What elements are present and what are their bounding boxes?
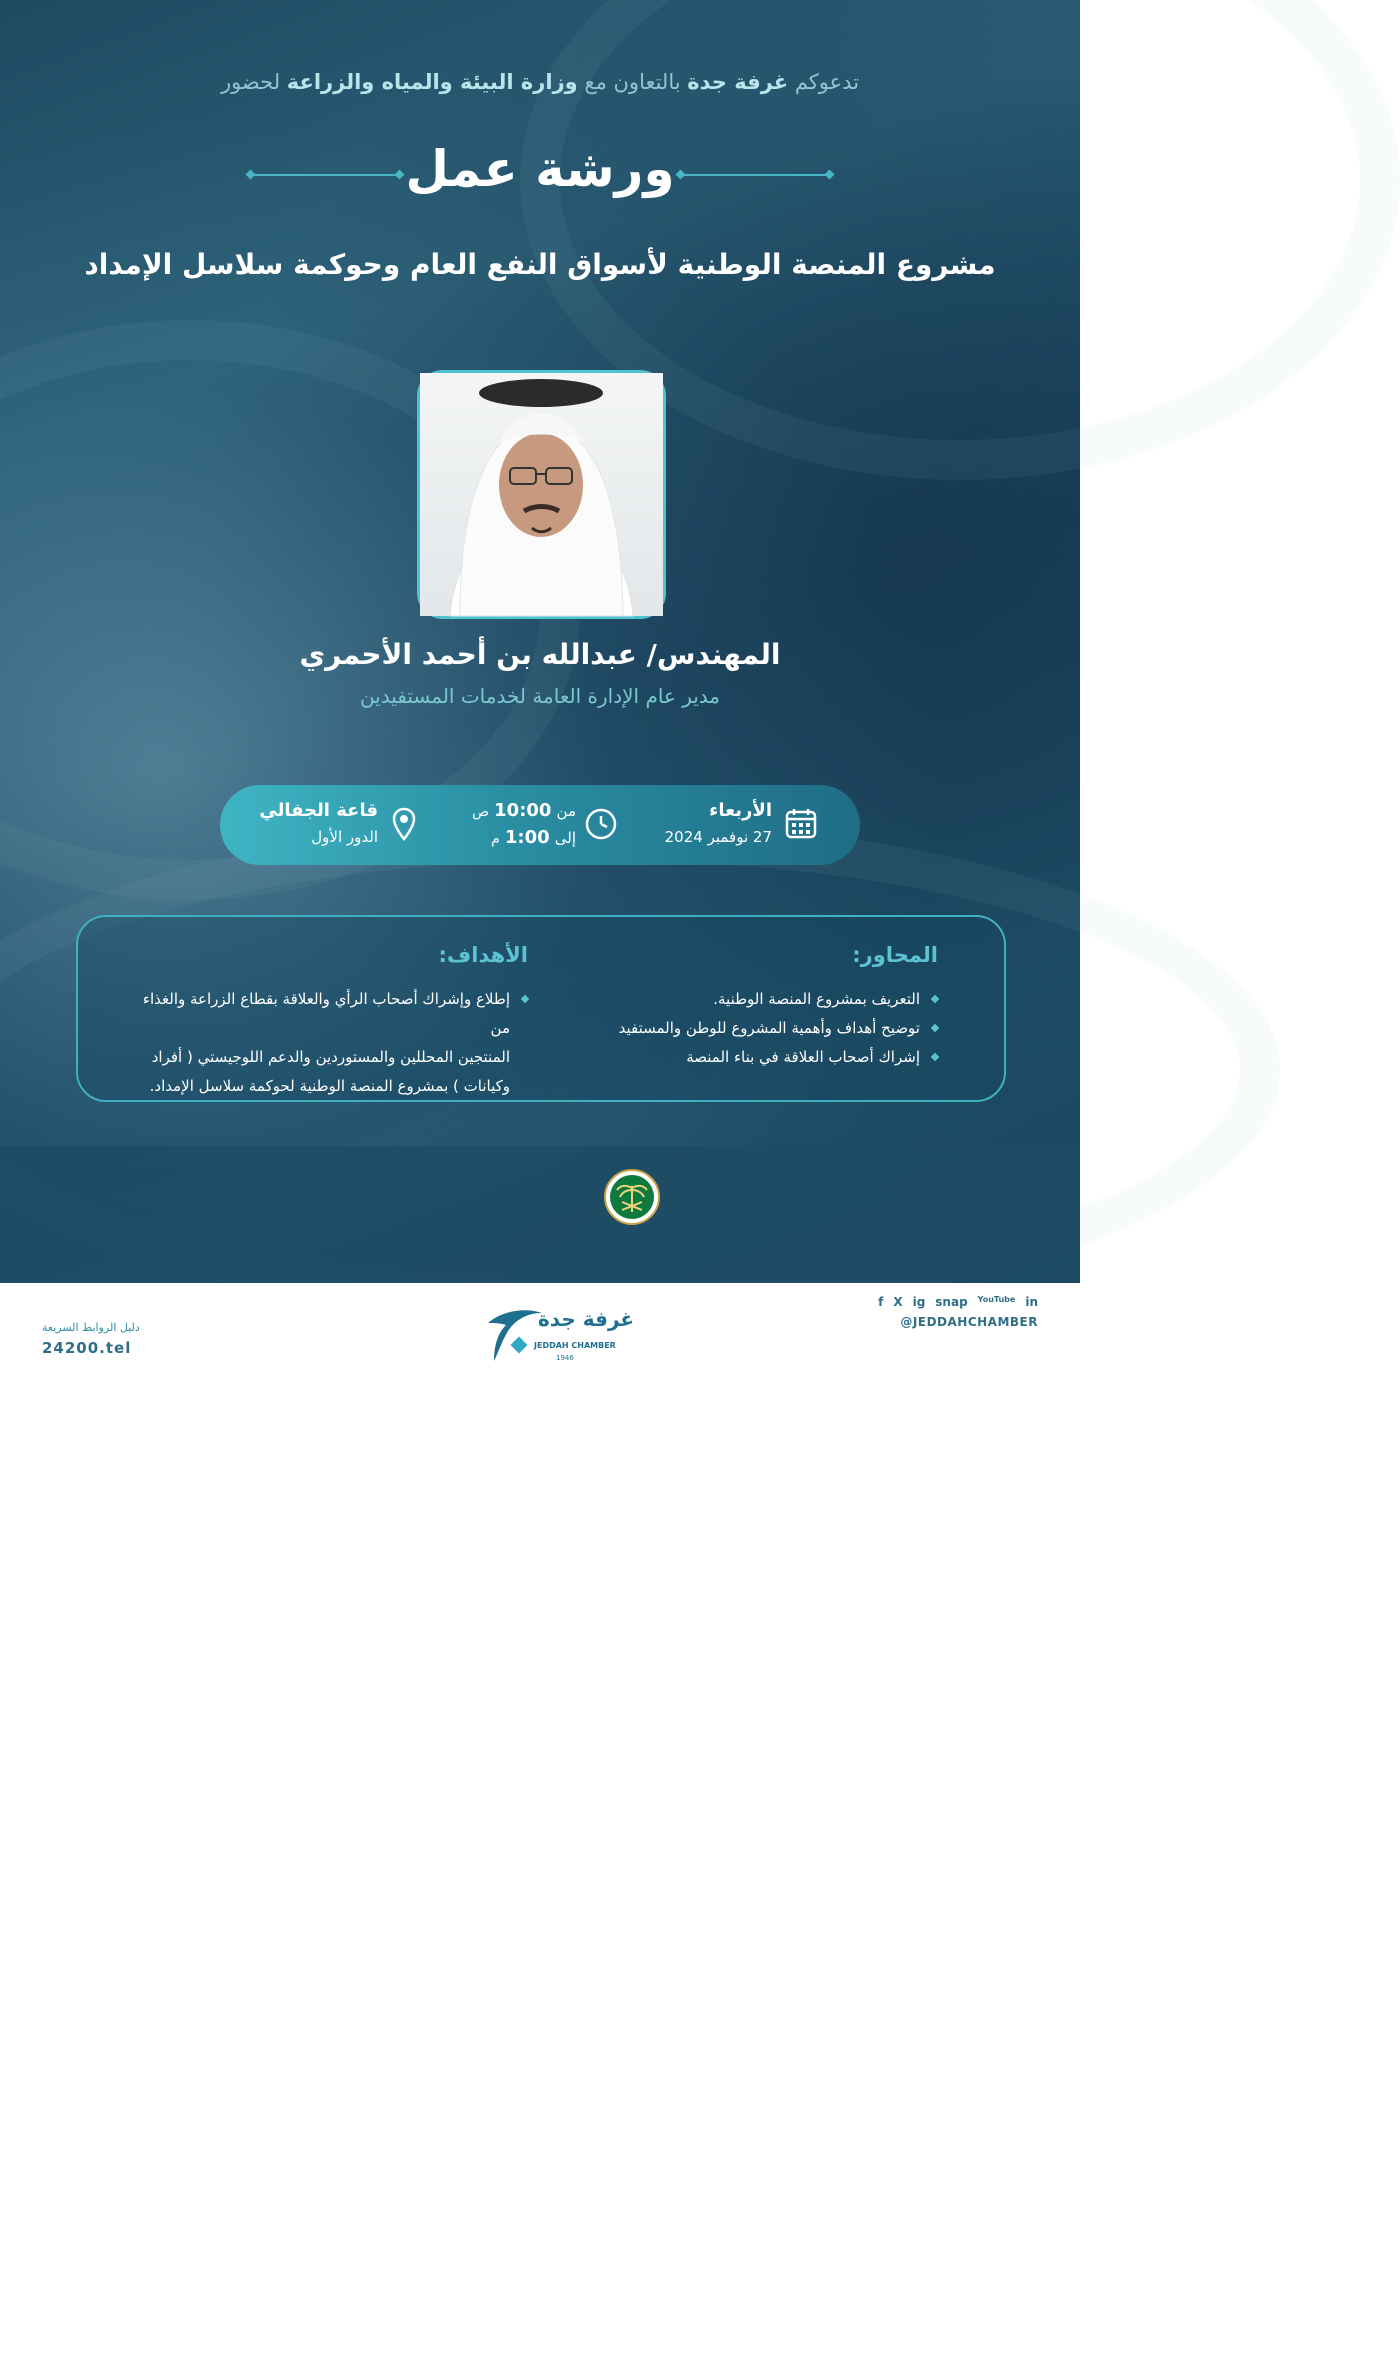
date-cell	[660, 785, 830, 865]
event-info-bar	[220, 785, 860, 865]
time-to	[491, 827, 576, 848]
quick-links-label: دليل الروابط السريعة	[42, 1321, 140, 1334]
event-date: 27 نوفمبر 2024	[664, 828, 772, 846]
invite-suffix: لحضور	[220, 70, 281, 94]
topic-item: إشراك أصحاب العلاقة في بناء المنصة	[560, 1043, 940, 1072]
from-suffix: ص	[472, 804, 490, 820]
quick-links-value[interactable]: 24200.tel	[42, 1339, 132, 1357]
goals-heading: الأهداف:	[438, 943, 528, 967]
ministry-text	[415, 2323, 595, 2371]
topic-item: توضيح أهداف وأهمية المشروع للوطن والمستفيد	[560, 1014, 940, 1043]
goal-line: المنتجين المحللين والمستوردين والدعم اللوجيستي ( أفراد	[151, 1048, 510, 1066]
chamber-name-ar: غرفة جدة	[538, 1307, 635, 1331]
location-pin-icon	[392, 807, 416, 841]
footer	[0, 1283, 1080, 1395]
event-day: الأربعاء	[709, 800, 772, 821]
goal-item	[120, 985, 530, 1101]
instagram-icon[interactable]: ig	[912, 1295, 926, 1309]
social-handle[interactable]: @JEDDAHCHAMBER	[900, 1315, 1038, 1329]
workshop-subtitle: مشروع المنصة الوطنية لأسواق النفع العام وحوكمة سلاسل الإمداد	[84, 248, 996, 281]
chamber-logo	[480, 1299, 635, 1379]
time-from	[472, 800, 576, 821]
speaker-name: المهندس/ عبدالله بن أحمد الأحمري	[299, 638, 781, 671]
speaker-role: مدير عام الإدارة العامة لخدمات المستفيدين	[359, 684, 721, 708]
ministry-name-ar: وزارة البيئة والمياه والزراعة	[454, 2323, 595, 2359]
to-suffix: م	[491, 831, 500, 847]
goal-line: إطلاع وإشراك أصحاب الرأي والعلاقة بقطاع الزراعة والغذاء من	[142, 990, 510, 1037]
chamber-name-en: JEDDAH CHAMBER	[534, 1341, 616, 1350]
speaker-photo	[417, 370, 666, 619]
social-links	[878, 1295, 1038, 1313]
speaker-portrait-icon	[420, 373, 663, 616]
topics-list	[560, 985, 940, 1072]
venue-floor: الدور الأول	[311, 828, 378, 846]
topic-item: التعريف بمشروع المنصة الوطنية.	[560, 985, 940, 1014]
clock-icon	[584, 807, 618, 841]
ministry-name-en: Ministry of Environment Water & Agriculture	[417, 2362, 595, 2371]
facebook-icon[interactable]: f	[878, 1295, 884, 1309]
venue-cell	[260, 785, 420, 865]
from-label: من	[556, 802, 576, 820]
ornament-right	[680, 174, 830, 176]
time-cell	[470, 785, 630, 865]
chamber-year: 1946	[556, 1354, 574, 1362]
goals-list	[120, 985, 530, 1101]
to-time: 1:00	[504, 827, 550, 848]
invite-org: غرفة جدة	[687, 70, 789, 94]
topics-heading: المحاور:	[852, 943, 938, 967]
details-box	[76, 915, 1006, 1102]
invite-prefix: تدعوكم	[794, 70, 860, 94]
page-title: ورشة عمل	[405, 140, 675, 198]
venue-name: قاعة الجفالي	[259, 800, 378, 821]
invite-mid: بالتعاون مع	[584, 70, 681, 94]
ministry-palm-logo-icon	[603, 1168, 661, 1226]
goal-line: وكيانات ) بمشروع المنصة الوطنية لحوكمة سلاسل الإمداد.	[149, 1077, 510, 1095]
x-icon[interactable]: X	[893, 1295, 903, 1309]
youtube-icon[interactable]: YouTube	[977, 1295, 1016, 1304]
snapchat-icon[interactable]: snap	[935, 1295, 968, 1309]
linkedin-icon[interactable]: in	[1025, 1295, 1038, 1309]
invite-partner: وزارة البيئة والمياه والزراعة	[286, 70, 578, 94]
invitation-line	[0, 70, 1080, 94]
chamber-swoosh-icon	[480, 1301, 546, 1365]
from-time: 10:00	[494, 800, 552, 821]
calendar-icon	[785, 807, 817, 839]
to-label: إلى	[554, 829, 576, 847]
title-row	[0, 140, 1080, 210]
